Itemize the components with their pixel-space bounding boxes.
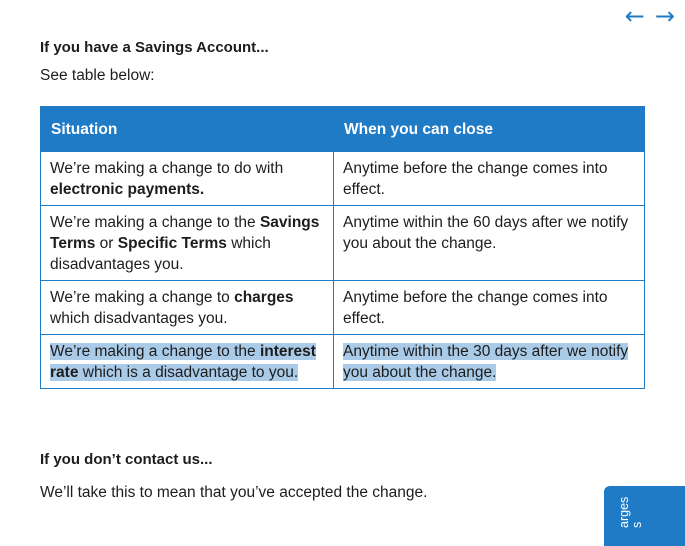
side-tab-label [618,497,644,528]
situation-text: the [234,343,260,360]
bold-term: electronic payments. [50,181,205,198]
bold-term: charges [234,289,294,306]
close-timing-cell [334,335,645,389]
situation-text: We’re making a change to [50,343,235,360]
column-header-when-close: When you can close [334,107,645,152]
table-row [41,152,645,206]
situation-cell [41,281,334,335]
close-timing-text: Anytime before the change comes into effect. [343,160,608,198]
situation-text: which disadvantages you. [50,235,271,273]
table-row [41,206,645,281]
close-timing-cell [334,206,645,281]
no-contact-heading: If you don’t contact us... [40,451,213,468]
situation-cell [41,206,334,281]
close-timing-text: Anytime within the 30 days after we notify you about the change. [343,343,629,381]
situation-text: which is a disadvantage to you. [78,364,299,381]
table-row [41,281,645,335]
side-section-tab[interactable] [604,486,685,546]
situation-text: We’re making a change to the [50,214,260,231]
savings-account-heading: If you have a Savings Account... [40,39,269,56]
table-body [41,152,645,389]
closing-situations-table [40,106,645,389]
bold-term: Savings Terms [50,214,320,252]
page-navigation [625,4,675,28]
close-timing-cell [334,281,645,335]
forward-arrow-icon[interactable]: → [654,2,675,30]
situation-text: or [95,235,118,252]
acceptance-text: We’ll take this to mean that you’ve accepted the change. [40,484,428,501]
bold-term: Specific Terms [117,235,227,252]
back-arrow-icon[interactable]: ← [624,2,645,30]
situation-cell [41,152,334,206]
table-row [41,335,645,389]
side-tab-line-2: s [630,521,644,528]
situation-cell [41,335,334,389]
situation-text: We’re making a change to [50,289,235,306]
bold-term: interest rate [50,343,316,381]
close-timing-cell [334,152,645,206]
situation-text: We’re making a change to do with [50,160,284,177]
close-timing-text: Anytime within the 60 days after we notify you about the change. [343,214,629,252]
intro-text: See table below: [40,67,155,84]
column-header-situation: Situation [41,107,334,152]
close-timing-text: Anytime before the change comes into effect. [343,289,608,327]
table-header-row [41,107,645,152]
situation-text: which disadvantages you. [50,310,228,327]
side-tab-line-1: arges [617,496,631,528]
